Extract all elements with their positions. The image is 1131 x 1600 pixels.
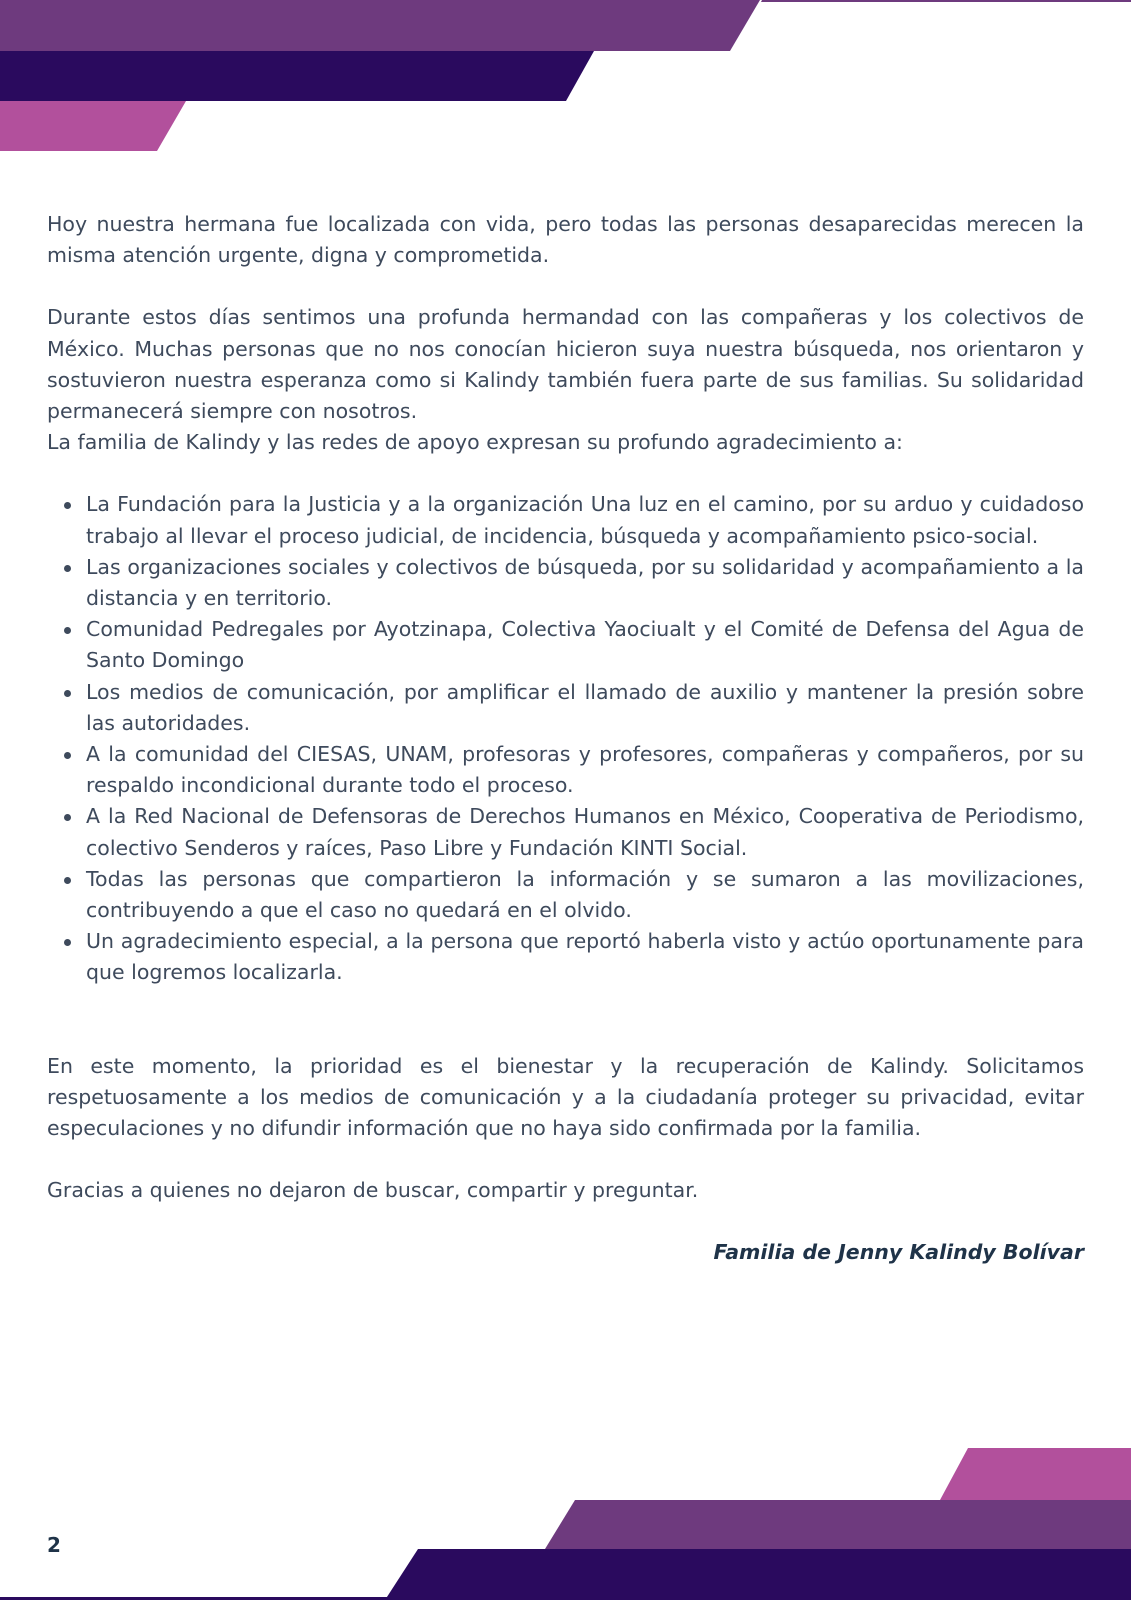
footer-band-navy xyxy=(385,1549,1131,1600)
list-item: A la comunidad del CIESAS, UNAM, profesoras y profesores, compañeras y compañeros, por su respaldo incondicional durante todo el proceso. xyxy=(86,739,1084,801)
header-thin-line xyxy=(761,0,1131,2)
footer-decoration xyxy=(0,1448,1131,1600)
thanks-list xyxy=(47,489,1084,988)
intro-paragraph: Hoy nuestra hermana fue localizada con vida, pero todas las personas desaparecidas merecen la misma atención urgente, digna y comprometida. xyxy=(47,212,1084,268)
privacy-paragraph: En este momento, la prioridad es el bienestar y la recuperación de Kalindy. Solicitamos respetuosamente a los medios de comunicación y a la ciudadanía proteger su privacidad, evitar especulaciones y no difundir información que no haya sido confirmada por la familia. xyxy=(47,1053,1084,1141)
thanks-intro: La familia de Kalindy y las redes de apoyo expresan su profundo agradecimiento a: xyxy=(47,430,903,455)
list-item: A la Red Nacional de Defensoras de Derechos Humanos en México, Cooperativa de Periodismo, colectivo Senderos y raíces, Paso Libre y Fundación KINTI Social. xyxy=(86,801,1084,863)
page-number: 2 xyxy=(47,1533,61,1557)
header-band-purple xyxy=(0,0,760,51)
list-item: Todas las personas que compartieron la información y se sumaron a las movilizaciones, contribuyendo a que el caso no quedará en el olvido. xyxy=(86,864,1084,926)
signature: Familia de Jenny Kalindy Bolívar xyxy=(713,1240,1084,1265)
list-item: Comunidad Pedregales por Ayotzinapa, Colectiva Yaociualt y el Comité de Defensa del Agua de Santo Domingo xyxy=(86,614,1084,676)
footer-band-purple xyxy=(545,1500,1131,1549)
list-item: La Fundación para la Justicia y a la organización Una luz en el camino, por su arduo y cuidadoso trabajo al llevar el proceso judicial, de incidencia, búsqueda y acompañamiento psico-social. xyxy=(86,489,1084,551)
list-item: Un agradecimiento especial, a la persona que reportó haberla visto y actúo oportunamente para que logremos localizarla. xyxy=(86,926,1084,988)
list-item: Los medios de comunicación, por amplificar el llamado de auxilio y mantener la presión sobre las autoridades. xyxy=(86,677,1084,739)
footer-band-pink xyxy=(940,1448,1131,1500)
closing-paragraph: Gracias a quienes no dejaron de buscar, compartir y preguntar. xyxy=(47,1178,699,1203)
document-body xyxy=(47,209,1084,1269)
solidarity-paragraph: Durante estos días sentimos una profunda hermandad con las compañeras y los colectivos de México. Muchas personas que no nos conocían hicieron suya nuestra búsqueda, nos orientaron y sostuvieron nuestra esperanza como si Kalindy también fuera parte de sus familias. Su solidaridad permanecerá siempre con nosotros. xyxy=(47,305,1084,424)
header-band-navy xyxy=(0,51,594,101)
list-item: Las organizaciones sociales y colectivos de búsqueda, por su solidaridad y acompañamiento a la distancia y en territorio. xyxy=(86,552,1084,614)
header-band-pink xyxy=(0,101,186,151)
header-decoration xyxy=(0,0,1131,152)
